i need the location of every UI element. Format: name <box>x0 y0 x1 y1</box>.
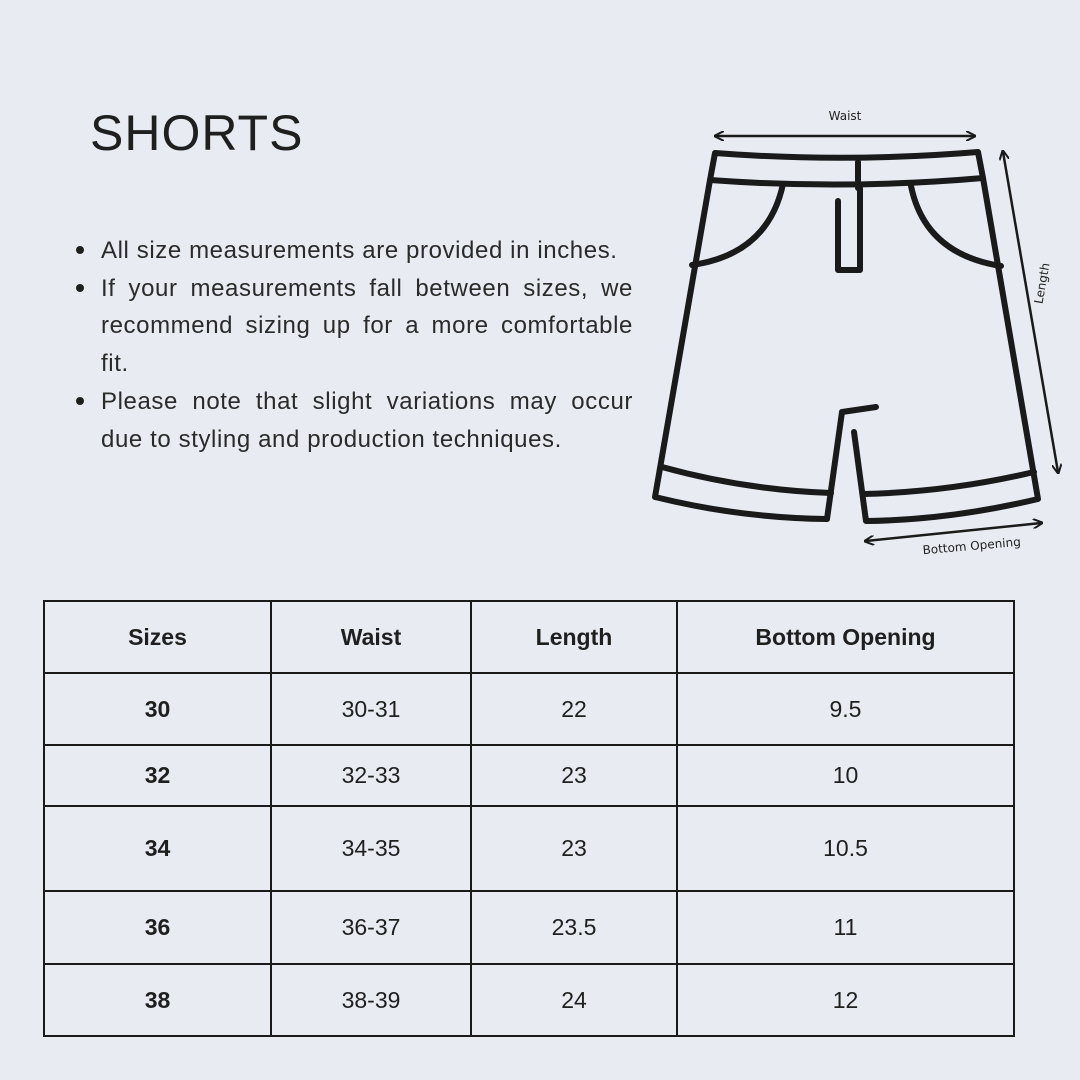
shorts-outline <box>655 152 1038 521</box>
table-header-row <box>44 601 1014 673</box>
column-header-bottom-opening: Bottom Opening <box>677 601 1014 673</box>
waist-cell: 32-33 <box>271 745 471 806</box>
shorts-illustration <box>640 100 1070 570</box>
size-notes-list <box>76 232 633 458</box>
bottom-opening-cell: 10 <box>677 745 1014 806</box>
waist-cell: 36-37 <box>271 891 471 964</box>
bottom-opening-cell: 12 <box>677 964 1014 1036</box>
bullet-icon <box>76 246 84 254</box>
column-header-waist: Waist <box>271 601 471 673</box>
length-label: Length <box>1031 261 1053 305</box>
waist-label: Waist <box>828 109 862 123</box>
size-cell: 38 <box>44 964 271 1036</box>
size-cell: 34 <box>44 806 271 891</box>
bottom-opening-cell: 9.5 <box>677 673 1014 745</box>
length-cell: 23.5 <box>471 891 677 964</box>
length-cell: 23 <box>471 745 677 806</box>
note-item <box>76 232 633 270</box>
note-text: All size measurements are provided in inches. <box>101 237 618 264</box>
note-text: If your measurements fall between sizes, we recommend sizing up for a more comfortable fit. <box>101 274 633 378</box>
waist-cell: 30-31 <box>271 673 471 745</box>
page-title: SHORTS <box>90 105 304 161</box>
table-row <box>44 806 1014 891</box>
note-item <box>76 270 633 383</box>
length-cell: 23 <box>471 806 677 891</box>
table-row <box>44 964 1014 1036</box>
shorts-diagram <box>640 100 1070 570</box>
note-item <box>76 383 633 458</box>
length-cell: 24 <box>471 964 677 1036</box>
table-row <box>44 891 1014 964</box>
table-row <box>44 673 1014 745</box>
length-arrow <box>1003 152 1058 472</box>
waist-cell: 38-39 <box>271 964 471 1036</box>
column-header-sizes: Sizes <box>44 601 271 673</box>
size-cell: 30 <box>44 673 271 745</box>
table-row <box>44 745 1014 806</box>
column-header-length: Length <box>471 601 677 673</box>
size-cell: 32 <box>44 745 271 806</box>
bullet-icon <box>76 284 84 292</box>
bullet-icon <box>76 397 84 405</box>
bottom-opening-label: Bottom Opening <box>922 534 1022 558</box>
note-text: Please note that slight variations may occur due to styling and production techniques. <box>101 387 633 453</box>
bottom-opening-cell: 11 <box>677 891 1014 964</box>
size-cell: 36 <box>44 891 271 964</box>
bottom-opening-cell: 10.5 <box>677 806 1014 891</box>
waist-cell: 34-35 <box>271 806 471 891</box>
length-cell: 22 <box>471 673 677 745</box>
size-chart-table <box>43 600 1015 1037</box>
